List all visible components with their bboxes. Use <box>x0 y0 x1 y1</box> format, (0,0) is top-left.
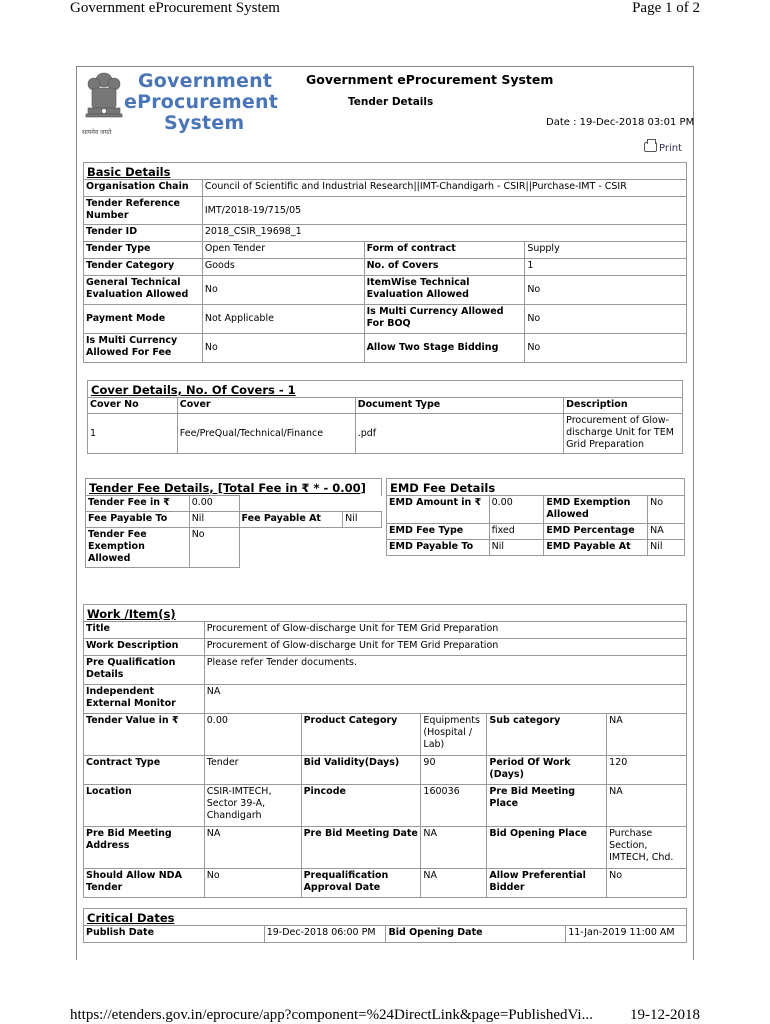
prequal-date-value: NA <box>421 869 487 898</box>
fee-exemption-value: No <box>189 528 239 568</box>
bid-opening-place-label: Bid Opening Place <box>487 827 607 869</box>
tender-value-value: 0.00 <box>204 714 301 756</box>
location-value: CSIR-IMTECH, Sector 39-A, Chandigarh <box>204 785 301 827</box>
emd-exemption-value: No <box>648 496 685 524</box>
emd-payable-at-label: EMD Payable At <box>544 540 648 556</box>
mc-boq-value: No <box>525 305 687 334</box>
fee-payable-at-label: Fee Payable At <box>239 512 343 528</box>
basic-details-table <box>83 162 687 363</box>
bid-opening-place-value: Purchase Section, IMTECH, Chd. <box>607 827 687 869</box>
work-title-value: Procurement of Glow-discharge Unit for TEM Grid Preparation <box>204 622 686 639</box>
no-of-covers-label: No. of Covers <box>364 259 525 276</box>
sub-category-label: Sub category <box>487 714 607 756</box>
print-header-title: Government eProcurement System <box>70 0 280 16</box>
form-of-contract-label: Form of contract <box>364 242 525 259</box>
bid-validity-value: 90 <box>421 756 487 785</box>
iwte-value: No <box>525 276 687 305</box>
cover-details-table <box>87 380 683 454</box>
print-footer-date: 19-12-2018 <box>630 1007 700 1023</box>
emd-exemption-label: EMD Exemption Allowed <box>544 496 648 524</box>
print-button[interactable] <box>644 142 682 154</box>
mc-fee-value: No <box>202 334 364 363</box>
emd-fee-type-value: fixed <box>489 524 544 540</box>
emd-amount-value: 0.00 <box>489 496 544 524</box>
print-footer-url: https://etenders.gov.in/eprocure/app?component=%24DirectLink&page=PublishedVi... <box>70 1007 593 1023</box>
fee-payable-at-value: Nil <box>343 512 382 528</box>
emd-percentage-value: NA <box>648 524 685 540</box>
payment-mode-value: Not Applicable <box>202 305 364 334</box>
form-of-contract-value: Supply <box>525 242 687 259</box>
publish-date-value: 19-Dec-2018 06:00 PM <box>264 926 386 943</box>
iwte-label: ItemWise Technical Evaluation Allowed <box>364 276 525 305</box>
prebid-date-label: Pre Bid Meeting Date <box>301 827 421 869</box>
emd-payable-at-value: Nil <box>648 540 685 556</box>
critical-dates-heading: Critical Dates <box>87 911 175 925</box>
prequal-details-label: Pre Qualification Details <box>84 656 205 685</box>
bid-opening-date-value: 11-Jan-2019 11:00 AM <box>566 926 687 943</box>
bid-validity-label: Bid Validity(Days) <box>301 756 421 785</box>
logo-text-line3: System <box>164 112 245 134</box>
cover-details-heading: Cover Details, No. Of Covers - 1 <box>91 383 296 397</box>
contract-type-label: Contract Type <box>84 756 205 785</box>
work-desc-value: Procurement of Glow-discharge Unit for TEM Grid Preparation <box>204 639 686 656</box>
tender-fee-heading: Tender Fee Details, [Total Fee in ₹ * - 0.00] <box>89 481 366 495</box>
no-of-covers-value: 1 <box>525 259 687 276</box>
tender-id-value: 2018_CSIR_19698_1 <box>202 225 686 242</box>
pincode-value: 160036 <box>421 785 487 827</box>
cover-name: Fee/PreQual/Technical/Finance <box>177 414 355 454</box>
tender-id-label: Tender ID <box>84 225 203 242</box>
emblem-caption: सत्यमेव जयते <box>82 129 112 136</box>
preferential-bidder-label: Allow Preferential Bidder <box>487 869 607 898</box>
contract-type-value: Tender <box>204 756 301 785</box>
publish-date-label: Publish Date <box>84 926 265 943</box>
gte-value: No <box>202 276 364 305</box>
site-logo[interactable] <box>80 70 280 140</box>
table-row <box>88 414 683 454</box>
tender-ref-value: IMT/2018-19/715/05 <box>202 197 686 225</box>
report-date: Date : 19-Dec-2018 03:01 PM <box>546 117 695 128</box>
bid-opening-date-label: Bid Opening Date <box>386 926 566 943</box>
sub-category-value: NA <box>607 714 687 756</box>
emd-fee-table <box>386 478 685 556</box>
page-subtitle: Tender Details <box>348 96 434 108</box>
work-title-label: Title <box>84 622 205 639</box>
emd-payable-to-label: EMD Payable To <box>387 540 490 556</box>
product-category-value: Equipments (Hospital / Lab) <box>421 714 487 756</box>
emd-percentage-label: EMD Percentage <box>544 524 648 540</box>
two-stage-value: No <box>525 334 687 363</box>
logo-text-line1: Government <box>138 70 273 92</box>
tender-fee-value: 0.00 <box>189 496 239 512</box>
two-stage-label: Allow Two Stage Bidding <box>364 334 525 363</box>
product-category-label: Product Category <box>301 714 421 756</box>
print-page-number: Page 1 of 2 <box>632 0 700 16</box>
prebid-address-value: NA <box>204 827 301 869</box>
tender-fee-label: Tender Fee in ₹ <box>86 496 190 512</box>
prequal-details-value: Please refer Tender documents. <box>204 656 686 685</box>
prebid-date-value: NA <box>421 827 487 869</box>
emd-fee-type-label: EMD Fee Type <box>387 524 490 540</box>
emd-fee-heading: EMD Fee Details <box>390 481 496 495</box>
org-chain-value: Council of Scientific and Industrial Research||IMT-Chandigarh - CSIR||Purchase-IMT - CSIR <box>202 180 686 197</box>
tender-category-value: Goods <box>202 259 364 276</box>
emd-payable-to-value: Nil <box>489 540 544 556</box>
tender-category-label: Tender Category <box>84 259 203 276</box>
nda-value: No <box>204 869 301 898</box>
fee-exemption-label: Tender Fee Exemption Allowed <box>86 528 190 568</box>
prebid-place-value: NA <box>607 785 687 827</box>
prebid-place-label: Pre Bid Meeting Place <box>487 785 607 827</box>
cover-doctype: .pdf <box>355 414 563 454</box>
work-items-heading: Work /Item(s) <box>87 607 176 621</box>
gte-label: General Technical Evaluation Allowed <box>84 276 203 305</box>
emd-amount-label: EMD Amount in ₹ <box>387 496 490 524</box>
fee-payable-to-value: Nil <box>189 512 239 528</box>
prebid-address-label: Pre Bid Meeting Address <box>84 827 205 869</box>
cover-header-doctype: Document Type <box>355 398 563 414</box>
mc-boq-label: Is Multi Currency Allowed For BOQ <box>364 305 525 334</box>
cover-no: 1 <box>88 414 178 454</box>
prequal-date-label: Prequalification Approval Date <box>301 869 421 898</box>
site-title: Government eProcurement System <box>306 72 554 87</box>
period-of-work-label: Period Of Work (Days) <box>487 756 607 785</box>
iem-label: Independent External Monitor <box>84 685 205 714</box>
cover-header-cover: Cover <box>177 398 355 414</box>
cover-header-description: Description <box>564 398 683 414</box>
fee-payable-to-label: Fee Payable To <box>86 512 190 528</box>
org-chain-label: Organisation Chain <box>84 180 203 197</box>
critical-dates-table <box>83 908 687 943</box>
iem-value: NA <box>204 685 686 714</box>
national-emblem-icon <box>80 70 128 126</box>
tender-value-label: Tender Value in ₹ <box>84 714 205 756</box>
tender-fee-table <box>85 478 382 568</box>
tender-type-value: Open Tender <box>202 242 364 259</box>
work-items-table <box>83 604 687 898</box>
pincode-label: Pincode <box>301 785 421 827</box>
payment-mode-label: Payment Mode <box>84 305 203 334</box>
tender-type-label: Tender Type <box>84 242 203 259</box>
cover-header-no: Cover No <box>88 398 178 414</box>
preferential-bidder-value: No <box>607 869 687 898</box>
mc-fee-label: Is Multi Currency Allowed For Fee <box>84 334 203 363</box>
work-desc-label: Work Description <box>84 639 205 656</box>
printer-icon <box>644 142 657 152</box>
period-of-work-value: 120 <box>607 756 687 785</box>
print-label: Print <box>659 143 683 154</box>
tender-ref-label: Tender Reference Number <box>84 197 203 225</box>
nda-label: Should Allow NDA Tender <box>84 869 205 898</box>
logo-text-line2: eProcurement <box>124 91 278 113</box>
cover-description: Procurement of Glow-discharge Unit for TEM Grid Preparation <box>564 414 683 454</box>
basic-details-heading: Basic Details <box>87 165 171 179</box>
location-label: Location <box>84 785 205 827</box>
